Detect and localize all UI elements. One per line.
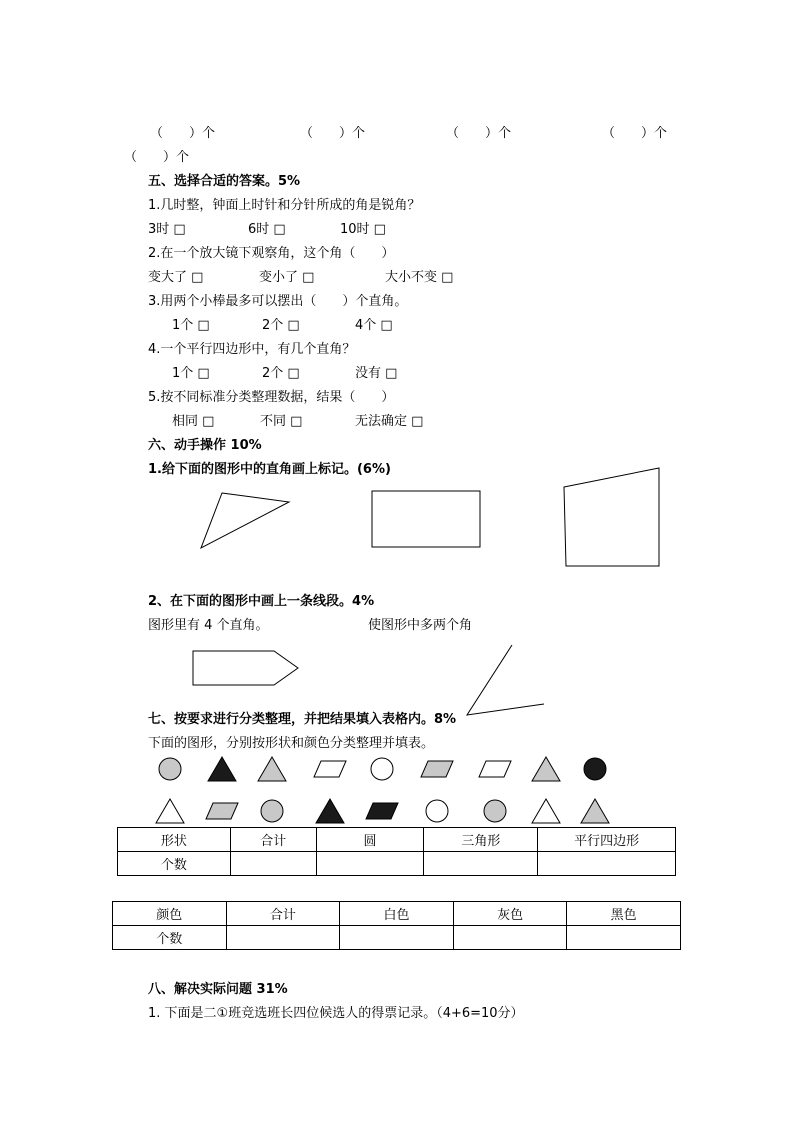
trapezoid-figure[interactable] <box>560 465 664 571</box>
table-header-total: 合计 <box>226 902 340 926</box>
black-circle-shape <box>584 758 606 780</box>
table-header-parallelogram: 平行四边形 <box>538 828 676 852</box>
table-header-black: 黑色 <box>567 902 681 926</box>
pentagon-arrow-figure[interactable] <box>190 648 305 690</box>
top-blank-3: （ ）个 <box>446 126 512 141</box>
q3-option-a[interactable]: 1个 □ <box>172 318 210 333</box>
q2-text: 2.在一个放大镜下观察角，这个角（ ） <box>148 246 395 261</box>
gray-triangle-shape <box>258 757 286 781</box>
top-blank-4: （ ）个 <box>602 126 668 141</box>
answer-cell-parallelogram[interactable] <box>538 852 676 876</box>
task1-text: 1.给下面的图形中的直角画上标记。(6%) <box>148 462 391 477</box>
sort-shapes-row-1 <box>150 752 620 786</box>
q4-option-a[interactable]: 1个 □ <box>172 366 210 381</box>
top-blank-5: （ ）个 <box>124 150 190 165</box>
gray-parallelogram-shape <box>206 803 238 819</box>
q5-option-c[interactable]: 无法确定 □ <box>355 414 424 429</box>
sort-shapes-row-2 <box>150 794 620 828</box>
gray-parallelogram-shape <box>421 761 453 777</box>
section7-title: 七、按要求进行分类整理，并把结果填入表格内。8% <box>148 712 457 727</box>
q4-option-c[interactable]: 没有 □ <box>355 366 398 381</box>
section8-title: 八、解决实际问题 31% <box>148 982 288 997</box>
q1-option-a[interactable]: 3时 □ <box>148 222 186 237</box>
q4-text: 4.一个平行四边形中，有几个直角？ <box>148 342 356 357</box>
section5-title: 五、选择合适的答案。5% <box>148 174 301 189</box>
table-header-triangle: 三角形 <box>424 828 538 852</box>
table-header-color: 颜色 <box>113 902 227 926</box>
answer-cell-total[interactable] <box>230 852 316 876</box>
table-header-gray: 灰色 <box>453 902 567 926</box>
gray-circle-shape <box>261 800 283 822</box>
section6-title: 六、动手操作 10% <box>148 438 262 453</box>
q2-option-c[interactable]: 大小不变 □ <box>385 270 454 285</box>
answer-cell-black[interactable] <box>567 926 681 950</box>
table-row-label-count: 个数 <box>118 852 231 876</box>
q1-option-c[interactable]: 10时 □ <box>340 222 386 237</box>
white-triangle-shape <box>156 799 184 823</box>
table-header-white: 白色 <box>340 902 454 926</box>
shape-count-table <box>117 827 676 876</box>
task2-text: 2、在下面的图形中画上一条线段。4% <box>148 594 375 609</box>
white-triangle-shape <box>532 799 560 823</box>
top-blank-1: （ ）个 <box>150 126 216 141</box>
black-triangle-shape <box>316 799 344 823</box>
section7-instruction: 下面的图形，分别按形状和颜色分类整理并填表。 <box>148 736 435 751</box>
angle-figure[interactable] <box>462 642 548 718</box>
answer-cell-gray[interactable] <box>453 926 567 950</box>
rectangle-figure[interactable] <box>370 489 485 551</box>
q2-option-b[interactable]: 变小了 □ <box>259 270 315 285</box>
table-header-shape: 形状 <box>118 828 231 852</box>
q4-option-b[interactable]: 2个 □ <box>262 366 300 381</box>
table-header-circle: 圆 <box>316 828 424 852</box>
q5-option-b[interactable]: 不同 □ <box>260 414 303 429</box>
top-blank-2: （ ）个 <box>300 126 366 141</box>
gray-triangle-shape <box>532 757 560 781</box>
q5-option-a[interactable]: 相同 □ <box>172 414 215 429</box>
q1-text: 1.几时整，钟面上时针和分针所成的角是锐角？ <box>148 198 421 213</box>
q1-option-b[interactable]: 6时 □ <box>248 222 286 237</box>
table-header-total: 合计 <box>230 828 316 852</box>
triangle-figure[interactable] <box>195 490 295 555</box>
task2-note-left: 图形里有 4 个直角。 <box>148 618 269 633</box>
black-triangle-shape <box>208 757 236 781</box>
answer-cell-circle[interactable] <box>316 852 424 876</box>
white-parallelogram-shape <box>479 761 511 777</box>
answer-cell-white[interactable] <box>340 926 454 950</box>
q5-text: 5.按不同标准分类整理数据，结果（ ） <box>148 390 395 405</box>
table-row-label-count: 个数 <box>113 926 227 950</box>
answer-cell-triangle[interactable] <box>424 852 538 876</box>
q3-text: 3.用两个小棒最多可以摆出（ ）个直角。 <box>148 294 408 309</box>
q3-option-b[interactable]: 2个 □ <box>262 318 300 333</box>
section8-q1: 1. 下面是二①班竞选班长四位候选人的得票记录。（4+6=10分） <box>148 1006 524 1021</box>
q3-option-c[interactable]: 4个 □ <box>355 318 393 333</box>
gray-circle-shape <box>159 758 181 780</box>
gray-circle-shape <box>484 800 506 822</box>
white-circle-shape <box>371 758 393 780</box>
gray-triangle-shape <box>581 799 609 823</box>
answer-cell-total[interactable] <box>226 926 340 950</box>
black-parallelogram-shape <box>366 803 398 819</box>
q2-option-a[interactable]: 变大了 □ <box>148 270 204 285</box>
white-parallelogram-shape <box>314 761 346 777</box>
color-count-table <box>112 901 681 950</box>
task2-note-right: 使图形中多两个角 <box>368 618 473 633</box>
white-circle-shape <box>426 800 448 822</box>
